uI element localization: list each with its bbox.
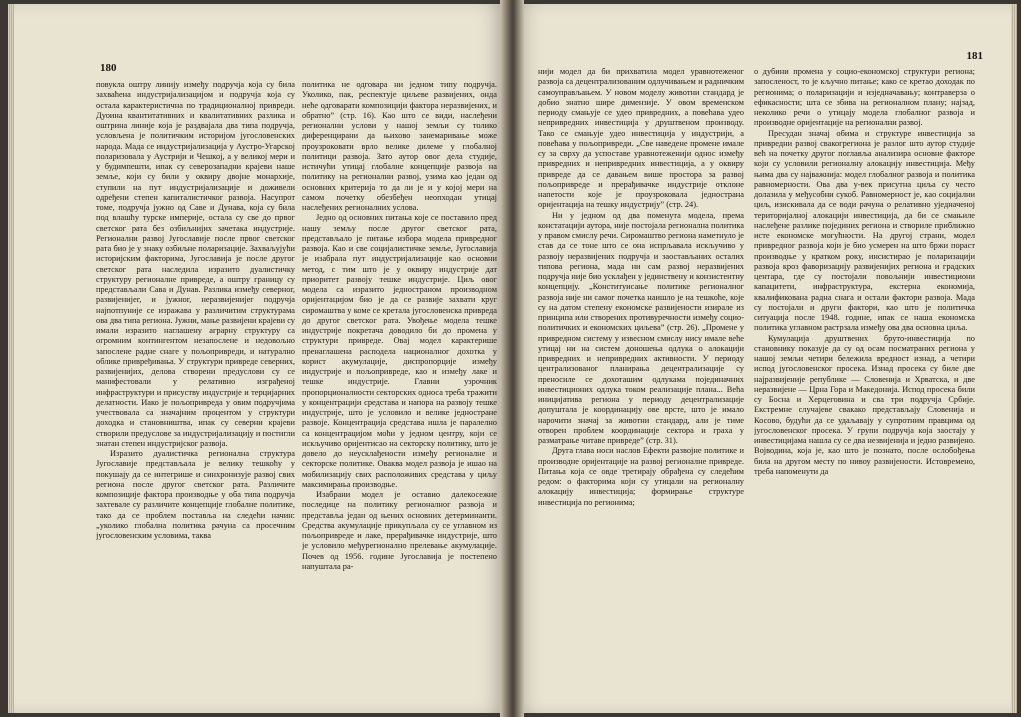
paragraph: политика не одговара ни једном типу подручја. Уколико, пак, респектује циљеве развијених, онда неће одговарати композицији фактора неразвијених, и обратно” (стр. 16). Као што се види, наслеђени регионални услови у нашој земљи су толико диференцирани да њихово занемаривање може проузроковати врло велике дилеме у глобалној политици развоја. Зато аутор овог дела студије, истичући утицај глобалне концепције развоја на политику на регионални развој, узима као један од основних критерија то да ли је и у којој мери на самом почетку обезбеђен неопходан утицај наслеђених регионалних услова. [302,80,497,212]
book-gutter [500,0,524,717]
page-number: 180 [100,62,117,74]
paragraph: Ни у једном од два поменута модела, према констатацији аутора, није постојала регионална политика у правом смислу речи. Сиромаштво региона наметнуло је став да се тоне што се она испрљавала искључиво у развоју неразвијених подручја и заостављаних осталих типова региона, мада ни сам развој неразвијених подручја није био усклађен у јединствену и конзистентну концепцију. „Конституисање политике регионалног развоја није ни самог почетка наишло је на тешкоће, које су на датом степену економске развијености изирале из принципа или створених противуречности између социо-политичких и економских циљева” (стр. 26). „Промене у привредном систему у извесном смислу нису имале веће утицај ни на систем доношења одлука о алокацији привредних и непривредних активности. У периоду централизованог планирања децентрализације су преносиле се дохоташим одлукама појединачних инвестиционих одлука током реализације плана... Већа иницијатива региона у периоду децентрализације допуштала је координацију ове врсте, што је имало нарочити значај за животни стандард, али је тиме отворен проблем координације сектора и граха у разматрање читаве привреде” (стр. 31). [538,210,744,445]
page-edge [8,4,14,713]
text-column-right [754,67,975,697]
paragraph: Кумулација друштвених бруто-инвестиција по становнику показује да су од осам посматраних региона у нашој земљи четири бележила вредност изнад, а четири испод југословенског просека. Изнад просека су биле две најразвијеније републике — Словенија и Хрватска, и две неразвијене — Црна Гора и Македонија. Испод просека били су Босна и Херцеговина и сва три подручја Србије. Екстремне случајеве свакако представљају Словенија и Косово, будући да се удаљавају у супротним правцима од југословенског просека. У групи подручја која заостају у инвестицијама нашла су се два незвијенија и једно развијено. Војводина, која је, као што је познато, после ослобођења била на другом месту по нивоу развијености. Истовремено, треба напоменути да [754,333,975,476]
paragraph: нији модел да би прихватила модел уравнотеженог развоја са децентрализованим одлучивањем и радничким самоуправљањем. У новом моделу животни стандард је добио знатно шире димензије. У овом временском периоду смањује се удео привредних, а повећава удео непривредних инвестиција у друштвеном производу. Тако се смањује удео инвестиција у индустрији, а повећава у пољопривреди. „Све наведене промене имале су за сврху да успоставе уравнотеженији однос између привредних и непривредних инвестиција, а у оквиру привреде да се давањем више простора за развој пољопривреде и прерађивачке индустрије отклоне напетости које је проузроковала једнострана оријентација на тешку индустрију” (стр. 24). [538,67,744,210]
text-column-left [538,67,744,657]
page-edge [1011,4,1017,713]
paragraph: повукла оштру линију између подручја која су била захваћена индустријализацијом и подручја која су остала карактеристична по традиционалној привреди. Дуоина квантитативних и квалитативних разлика и оштрина линије која је раздвајала два типа подручја, условљена је политичким историјом југословенских народа. Мада се индустријализација у Аустро-Угарској поларизовала у Аустрији и Чешкој, а у великој мери и у будимпешти, ипак су северозападни крајеви наше земље, који су били у оквиру двојне монархије, ступили на пут индустријализације и доживели одређени степен капиталистичког развоја. Насупрот томе, подручја јужно од Саве и Дунава, која су била под влашћу турске империје, остала су све до првог светског рата без озбиљнијих зачетака индустрије. Регионални развој Југославије после првог светског рата био је у знаку озбиљне поларизације. Захваљујући историјским факторима, Југославија је после другог светског рата наследила изразито дуалистичку структуру регионалне привреде, а оштру границу су представљали Сава и Дунав. Разлика између северног, развијенијег, и јужног, неразвијенијег подручја најпотпуније се изражава у различитим структурама ова два типа региона. Јужни, мање развијени крајеви су имали изразито наглашену аграрну структуру са огромним контингентом незапослене и недовољно запослене радне снаге у пољопривреди, и натурално облике привређивања. У структури привреде северних, развијенијих, делова створени предуслови су се манифестовали у релативно изграђеној инфраструктури и присуству индустрије и терцијарних делатности. Иако је пољопривреда у овим подручјима учествовала са значајним процентом у структури доходка и становништва, ипак су северни крајеви створили предуслове за индустријализацију и постигли знатан степен индустријског развоја. [96,80,295,448]
text-column-left [96,80,295,708]
left-page [8,4,508,713]
paragraph: Изразито дуалистичка регионална структура Југославије представљала је велику тешкоћу у покушају да се интегрише и синхронизује развој свих региона после другог светског рата. Различите композиције фактора производње у оба типа подручја захтевале су различите концепције глобалне политике, тако да се проблем поставља на следећи начин: „уколико глобална политика рачуна са просечним југословенским условима, таква [96,449,295,540]
paragraph: о дубини промена у социо-економској структури региона; запосленост, то је кључно питање; како се кретао доходак по регионима; о поларизацији и изједначавању; контраверза о ефикасности; шта се збива на регионалном плану; најзад, неколико речи о утицају модела глобалног развоја и производне оријентације на регионални развој. [754,67,975,128]
paragraph: Друга глава носи наслов Ефекти развојне политике и производне оријентације на развој регионалне привреде. Питања која се овде третирају обрађена су следећим редом: о факторима који су утицали на регионалну алокацију инвестиција; формирање структуре инвестиција по регионима; [538,446,744,507]
right-page [512,4,1017,713]
paragraph: Једно од основних питања које се поставило пред нашу земљу после другог светског рата, представљало је питање избора модела привредног развоја. Као и све социјалистичке земље, Југославија је изабрала пут индустријализације као основни метод, с тим што је у оквиру индустрије дат приоритет развоју тешке индустрије. Циљ овог модела са изразито једностраном производном оријентацијом био је да се развије захвати круг сиромаштва у коме се кретала југословенска привреда до другог светског рата. Увођење модела тешке индустрије покретача доводило би до промена у структури привреде. Овај модел карактерише пренаглашена расподела националног дохотка у корист акумулације, диспропорције између индустрије и пољопривреде, као и између лаке и тешке индустрије. Главни узрочник пропорционалности секторских односа треба тражити у концентрацији средстава и напора на развоју тешке индустрије, што је условило и велике једностране развоје. Концентрација средстава ишла је паралелно са концентрацијом моћи у једном центру, који се искључиво оријентисао на секторску политику, што је довело до неусклађености између регионалне и секторске политике. Оваква модел развоја је ишао на мобилизацију свих расположивих средстава у циљу максимирања производње. [302,213,497,489]
paragraph: Изабрани модел је оставио далекосежне последице на политику регионалног развоја и представља један од њених основних детерминанти. Средства акумулације прикупљала су се углавном из пољопривреде и лаке, прерађивачке индустрије, што је условило међурегионално прелевање акумулације. Почев од 1956. године Југославија је постепено напуштала ра- [302,490,497,571]
page-number: 181 [966,50,983,62]
paragraph: Пресудан значај обима и структуре инвестиција за привредни развој свакогрегиона је разлог што аутор студије већ на почетку другог поглавља анализира основне факторе који су условили регионалну алокацију инвестиција. Међу њима два су најважнија: модел глобалног развоја и политика равномерности. Ова два у-век присутна циља су често долазила у међусобни сукоб. Равномерност је, као социјални циљ, изискивала да се води рачуна о релативно уједначеној територијалној алокацији инвестиција, да би се смањиле наслеђене разлике појединих региона и створиле приближно исте економске могућности. На другој страни, модел привредног развоја који је био усмерен на што бржи пораст производње у кратком року, инсистирао је поларизацији развоја кроз фаворизацију развијенијих региона и градских центара, где су постојали повољнији инвестициони капацитети, инфраструктура, екстерна економија, квалификована радна снага и остали фактори развоја. Мада су постојали и други фактори, као што је политичка ситуација после 1948. године, ипак се наша економска политика углавном растрзала између ова два основна циља. [754,128,975,333]
text-column-right [302,80,497,666]
